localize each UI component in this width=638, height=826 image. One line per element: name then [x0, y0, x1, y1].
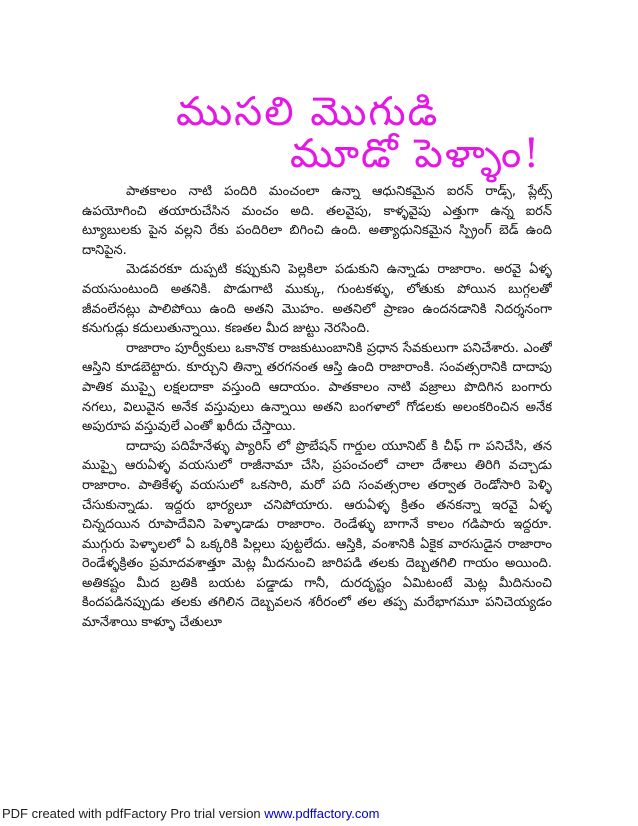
footer-link[interactable]: www.pdffactory.com — [264, 806, 380, 821]
paragraph-3: రాజారాం పూర్వీకులు ఒకానొక రాజకుటుంబానికి ప్రధాన సేవకులుగా పనిచేశారు. ఎంతో ఆస్తిని కూడబెట్టారు. కూర్చుని తిన్నా తరగనంత ఆస్తి ఉంది రాజారాంకి. సంవత్సరానికి దాదాపు పాతిక ముప్పై లక్షలదాకా వస్తుంది ఆదాయం. పాతకాలం నాటి వజ్రాలు పొదిగిన బంగారు నగలు, విలువైన అనేక వస్తువులు ఉన్నాయి అతని బంగళాలో గోడలకు అలంకరించిన అనేక అపురూప వస్తువులే ఎంతో ఖరీదు చేస్తాయి. — [82, 340, 552, 435]
paragraph-4: దాదాపు పదిహేనేళ్ళు ప్యారిస్ లో ప్రొబేషన్ గార్డుల యూనిట్ కి చీఫ్ గా పనిచేసి, తన ముప్పై ఆరుఏళ్ళ వయసులో రాజీనామా చేసి, ప్రపంచంలో చాలా దేశాలు తిరిగి వచ్చాడు రాజారాం. పాతికేళ్ళ వయసులో ఒకసారి, మరో పది సంవత్సరాల తర్వాత రెండోసారి పెళ్ళి చేసుకున్నాడు. ఇద్దరు భార్యలూ చనిపోయారు. ఆరుఏళ్ళ క్రితం తనకన్నా ఇరవై ఏళ్ళ చిన్నదయిన రూపాదేవిని పెళ్ళాడాడు రాజారాం. రెండేళ్ళు బాగానే కాలం గడిపారు ఇద్దరూ. ముగ్గురు పెళ్ళాలలో ఏ ఒక్కరికి పిల్లలు పుట్టలేదు. ఆస్తికి, వంశానికి ఏకైక వారసుడైన రాజారాం రెండేళ్ళక్రితం ప్రమాదవశాత్తూ మెట్ల మీదనుంచి జారిపడి తలకు దెబ్బతగిలి గాయం అయింది. అతికష్టం మీద బ్రతికి బయట పడ్డాడు గానీ, దురదృష్టం ఏమిటంటే మెట్ల మీదినుంచి కిందపడినప్పుడు తలకు తగిలిన దెబ్బవలన శరీరంలో తల తప్ప మరేభాగమూ పనిచెయ్యడం మానేశాయి కాళ్ళూ చేతులూ — [82, 438, 552, 631]
pdf-footer — [2, 806, 379, 822]
story-title-line-1: ముసలి మొగుడి — [176, 89, 440, 135]
paragraph-2: మెడవరకూ దుప్పటి కప్పుకుని పెల్లకిలా పడుకుని ఉన్నాడు రాజారాం. అరవై ఏళ్ళ వయసుంటుంది అతనికి. పొడుగాటి ముక్కు, గుంటకళ్ళు, లోతుకు పోయిన బుగ్గలతో జీవంలేనట్లు పాలిపోయి ఉంది అతని మొహం. అతనిలో ప్రాణం ఉందనడానికి నిదర్శనంగా కనుగుడ్లు కదులుతున్నాయి. కణతల మీద జుట్టు నెరసింది. — [82, 262, 552, 337]
story-body — [82, 182, 552, 782]
footer-text: PDF created with pdfFactory Pro trial version — [2, 806, 261, 821]
story-title-line-2: మూడో పెళ్ళాం! — [290, 131, 542, 177]
paragraph-1: పాతకాలం నాటి పందిరి మంచంలా ఉన్నా ఆధునికమైన ఐరన్ రాడ్స్, ప్లేట్స్ ఉపయోగించి తయారుచేసిన మంచం అది. తలవైపు, కాళ్ళవైపు ఎత్తుగా ఉన్న ఐరన్ ట్యూబులకు పైన వల్లని రేకు పందిరిలా బిగించి ఉంది. అత్యాధునికమైన స్ప్రింగ్ బెడ్ ఉంది దానిపైన. — [82, 184, 552, 258]
